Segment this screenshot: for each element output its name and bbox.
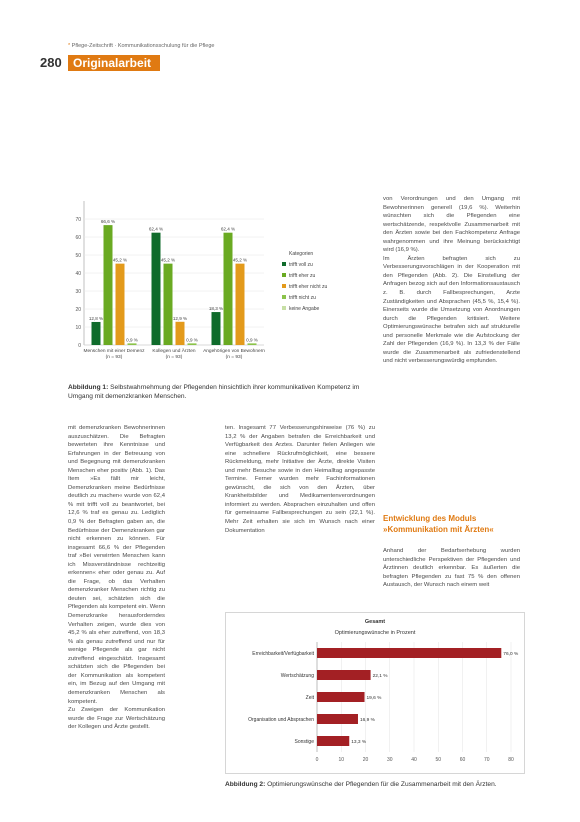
y-tick-label: 70 <box>75 217 81 223</box>
y-tick-label: Erreichbarkeit/Verfügbarkeit <box>252 651 314 657</box>
y-tick-label: Wertschätzung <box>280 673 314 679</box>
x-tick-label: 0 <box>315 757 319 763</box>
bar <box>317 670 371 680</box>
data-label: 0,9 % <box>126 337 138 343</box>
data-label: 18,3 % <box>208 306 224 312</box>
data-label: 13,3 % <box>351 740 367 745</box>
x-tick-label: Angehörigen von Bewohnern <box>203 349 265 354</box>
data-label: 16,9 % <box>359 718 375 723</box>
body-column-2 <box>225 424 375 535</box>
bar <box>236 264 245 345</box>
running-header <box>68 43 214 49</box>
figure-2-caption-text: Optimierungswünsche der Pflegenden für die Zusammenarbeit mit den Ärzten. <box>267 781 497 788</box>
col1-paragraph: mit demenzkranken Bewohnerinnen auszuschätzen. Die Befragten bewerteten ihre Kenntnisse und Erfahrungen in der Betreuung von und Begegnung mit demenzkranken Menschen eher positiv (Abb. 1). Das Item »Es fällt mir leicht, Demenzkranken meine Bedürfnisse deutlich zu machen« wurde von 62,4 % mit trifft voll zu beantwortet, bei 12,6 % traf es genau zu. Lediglich 0,9 % der Befragten gaben an, die Bedürfnisse der Demenzkranken gar nicht erkennen zu können. Für insgesamt 66,6 % der Pflegenden traf »Bei verwirrten Menschen kann ich Missverständnisse rechtzeitig erkennen« eher oder genau zu. Auf die Frage, ob das Verhalten demenzkranker Menschen richtig zu deuten sei, schätzten sich die Pflegenden als kompetent ein. Wenn Demenzkranke herausforderndes Verhalten zeigen, wurde dies von 45,2 % als eher zutreffend, von 18,3 % als genau zutreffend und nur für wenige Pflegende als gar nicht zutreffend eingeschätzt. Insgesamt schätzten sich die Pflegenden bei der Kommunikation als kompetent ein, im Bezug auf den Umgang mit demenzkranken Menschen als kompetent. <box>68 425 165 705</box>
legend-label: trifft eher zu <box>289 273 316 279</box>
figure-2-caption <box>225 780 525 789</box>
journal-marker: * <box>68 43 71 49</box>
body-column-3 <box>383 195 520 366</box>
bar <box>104 225 113 345</box>
legend-swatch <box>282 295 286 299</box>
bar <box>317 692 365 702</box>
bar <box>176 322 185 345</box>
bar <box>116 264 125 345</box>
data-label: 62,4 % <box>148 226 164 232</box>
chart-subtitle: Optimierungswünsche in Prozent <box>334 630 416 636</box>
x-tick-label: Kollegen und Ärzten <box>152 349 196 354</box>
y-tick-label: 20 <box>75 307 81 313</box>
y-tick-label: 10 <box>75 325 81 331</box>
data-label: 45,2 % <box>232 257 248 263</box>
legend-label: trifft voll zu <box>289 262 313 268</box>
data-label: 76,0 % <box>503 652 519 657</box>
figure-1-caption <box>68 383 373 401</box>
figure-2-caption-label: Abbildung 2: <box>225 781 266 788</box>
y-tick-label: 0 <box>78 343 81 349</box>
journal-name: Pflege-Zeitschrift · Kommunikationsschulung für die Pflege <box>71 43 215 49</box>
legend-swatch <box>282 273 286 277</box>
x-tick-label: (n = 93) <box>165 355 183 360</box>
figure-1-caption-label: Abbildung 1: <box>68 384 109 391</box>
bar <box>128 343 137 345</box>
y-tick-label: Organisation und Absprachen <box>248 717 314 723</box>
chart-title: Gesamt <box>364 619 386 625</box>
col3-paragraph: von Verordnungen und den Umgang mit Bewohnerinnen generell (19,6 %). Weiterhin wünschten sich die Pflegenden eine wertschätzende, respektvolle Zusammenarbeit mit den Ärzten sowie bei den Fachkompetenz Anfrage wahrgenommen und ihre Meinung berücksichtigt wird (16,9 %). <box>383 196 520 254</box>
x-tick-label: 20 <box>362 757 369 763</box>
bar <box>164 264 173 345</box>
x-tick-label: 80 <box>508 757 514 763</box>
data-label: 12,9 % <box>172 315 188 321</box>
x-tick-label: 40 <box>411 757 417 763</box>
data-label: 45,2 % <box>112 257 128 263</box>
chart-frame <box>226 613 525 774</box>
bar <box>317 736 349 746</box>
legend-label: trifft eher nicht zu <box>289 284 328 290</box>
legend-label: keine Angabe <box>289 306 320 312</box>
figure-1-chart <box>68 195 373 380</box>
page-number: 280 <box>40 55 62 70</box>
bar <box>92 322 101 345</box>
x-tick-label: Menschen mit einer Demenz <box>83 349 145 354</box>
col2-paragraph: ten. Insgesamt 77 Verbesserungshinweise (76 %) zu 13,2 % der Angaben betrafen die Erreichbarkeit und Verfügbarkeit des Arztes. Darunter fielen Anliegen wie eine schnellere Rückrufmöglichkeit, eine bessere Rückmeldung, mehr Initiative der Ärzte, direkte Visiten und mehr Besuche sowie in den Heimalltag angepasste Termine. Ferner wurden mehr Fachinformationen gewünscht, die sich von den Ärzten, über Krankheitsbilder und Medikamentenverordnungen informiert zu werden. Absprachen einzuhalten und offen für gemeinsame Fallbesprechungen zu sein (22,1 %). Mehr Zeit erhalten sie sich im Wunsch nach einer Dokumentation <box>225 425 375 534</box>
data-label: 45,2 % <box>160 257 176 263</box>
data-label: 62,4 % <box>220 226 236 232</box>
bar <box>317 714 358 724</box>
bar <box>248 343 257 345</box>
x-tick-label: 50 <box>435 757 442 763</box>
y-tick-label: 40 <box>75 271 81 277</box>
legend-swatch <box>282 284 286 288</box>
y-tick-label: 50 <box>75 253 81 259</box>
legend-swatch <box>282 306 286 310</box>
col4-paragraph: Anhand der Bedarfserhebung wurden unterschiedliche Perspektiven der Pflegenden und Ärztinnen deutlich erkennbar. Es äußerten die befragten Pflegenden zu fast 75 % den offenen Austausch, der Wunsch nach einem weit <box>383 548 520 589</box>
figure-1-caption-text: Selbstwahrnehmung der Pflegenden hinsichtlich ihrer kommunikativen Kompetenz im Umgang mit demenzkranken Menschen. <box>68 384 360 400</box>
data-label: 12,8 % <box>88 315 104 321</box>
bar <box>224 233 233 345</box>
x-tick-label: 70 <box>483 757 490 763</box>
body-column-1 <box>68 424 165 732</box>
y-tick-label: 60 <box>75 235 81 241</box>
x-tick-label: (n = 93) <box>225 355 243 360</box>
section-label: Originalarbeit <box>68 55 160 71</box>
data-label: 0,9 % <box>246 337 258 343</box>
y-tick-label: Sonstige <box>294 739 314 745</box>
body-column-4 <box>383 547 520 590</box>
legend-label: Kategorien <box>289 251 314 257</box>
data-label: 22,1 % <box>372 674 388 679</box>
x-tick-label: 60 <box>459 757 466 763</box>
bar <box>317 648 501 658</box>
col3-paragraph: Im Ärzten befragten sich zu Verbesserungsvorschlägen in der Kooperation mit den Pflegenden (Abb. 2). Die Einstellung der Anfragen bezog sich auf den Informationsaustausch z. B. durch Fallbesprechungen, Arzte Zuständigkeiten und Absprachen (45,5 %, 15,4 %). Einerseits wurde die Umsetzung von Anordnungen durch die Pflegenden kritisiert. Weitere Optimierungswünsche betrafen sich auf strukturelle und personelle Merkmale wie die Aufstockung der Zahl der Pflegenden (16,9 %). In 13,3 % der Fälle wurde die Zusammenarbeit als zufriedenstellend und nicht verbesserungswürdig empfunden. <box>383 255 520 365</box>
y-tick-label: Zeit <box>305 695 314 701</box>
figure-2-chart <box>225 612 525 774</box>
col1-paragraph: Zu Zweigen der Kommunikation wurde die Frage zur Wertschätzung der Kollegen und Ärzte gestellt. <box>68 707 165 731</box>
section-heading: Entwicklung des Moduls »Kommunikation mit Ärzten« <box>383 514 494 534</box>
bar <box>188 343 197 345</box>
legend-label: trifft nicht zu <box>289 295 316 301</box>
data-label: 0,9 % <box>186 337 198 343</box>
y-tick-label: 30 <box>75 289 81 295</box>
data-label: 66,6 % <box>100 219 116 225</box>
bar <box>212 312 221 345</box>
x-tick-label: (n = 93) <box>105 355 123 360</box>
data-label: 19,6 % <box>366 696 382 701</box>
legend-swatch <box>282 262 286 266</box>
x-tick-label: 30 <box>386 757 393 763</box>
x-tick-label: 10 <box>338 757 345 763</box>
bar <box>152 233 161 345</box>
